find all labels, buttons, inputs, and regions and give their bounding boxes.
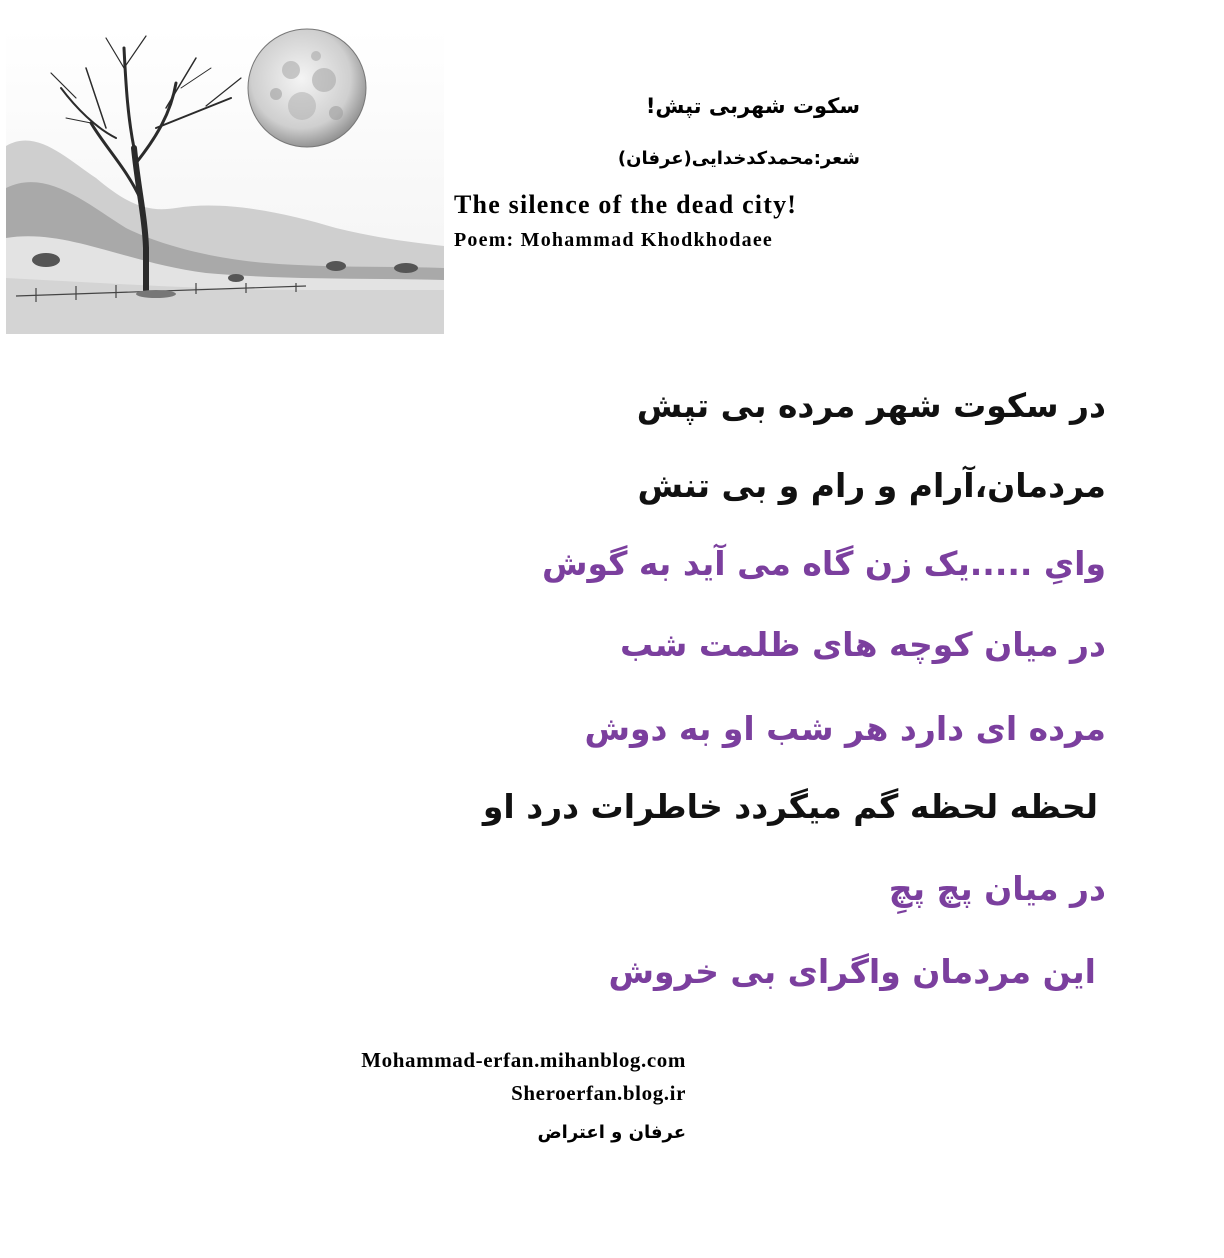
landscape-illustration [6, 28, 444, 334]
english-title: The silence of the dead city! [454, 190, 798, 219]
poem-line-2: مردمان،آرام و رام و بی تنش [637, 466, 1106, 505]
poem-line-5: مرده ای دارد هر شب او به دوش [584, 709, 1106, 748]
poem-line-3: وایِ .....یک زن گاه می آید به گوش [542, 544, 1106, 583]
english-author: Poem: Mohammad Khodkhodaee [454, 229, 773, 251]
poem-line-8: این مردمان واگرای بی خروش [608, 952, 1096, 991]
blog-url-2: Sheroerfan.blog.ir [511, 1081, 686, 1105]
poem-line-1: در سکوت شهر مرده بی تپش [636, 386, 1106, 425]
poem-line-7: در میان پچ پچِ [888, 869, 1106, 908]
poem-line-4: در میان کوچه های ظلمت شب [619, 625, 1106, 664]
persian-author: شعر:محمدکدخدایی(عرفان) [617, 148, 860, 169]
blog-url-1: Mohammad-erfan.mihanblog.com [361, 1048, 686, 1072]
moon [248, 29, 366, 147]
poem-line-6: لحظه لحظه گم میگردد خاطرات درد او [482, 787, 1098, 826]
persian-title: سکوت شهربی تپش! [645, 94, 860, 118]
footer-tagline: عرفان و اعتراض [537, 1122, 686, 1143]
